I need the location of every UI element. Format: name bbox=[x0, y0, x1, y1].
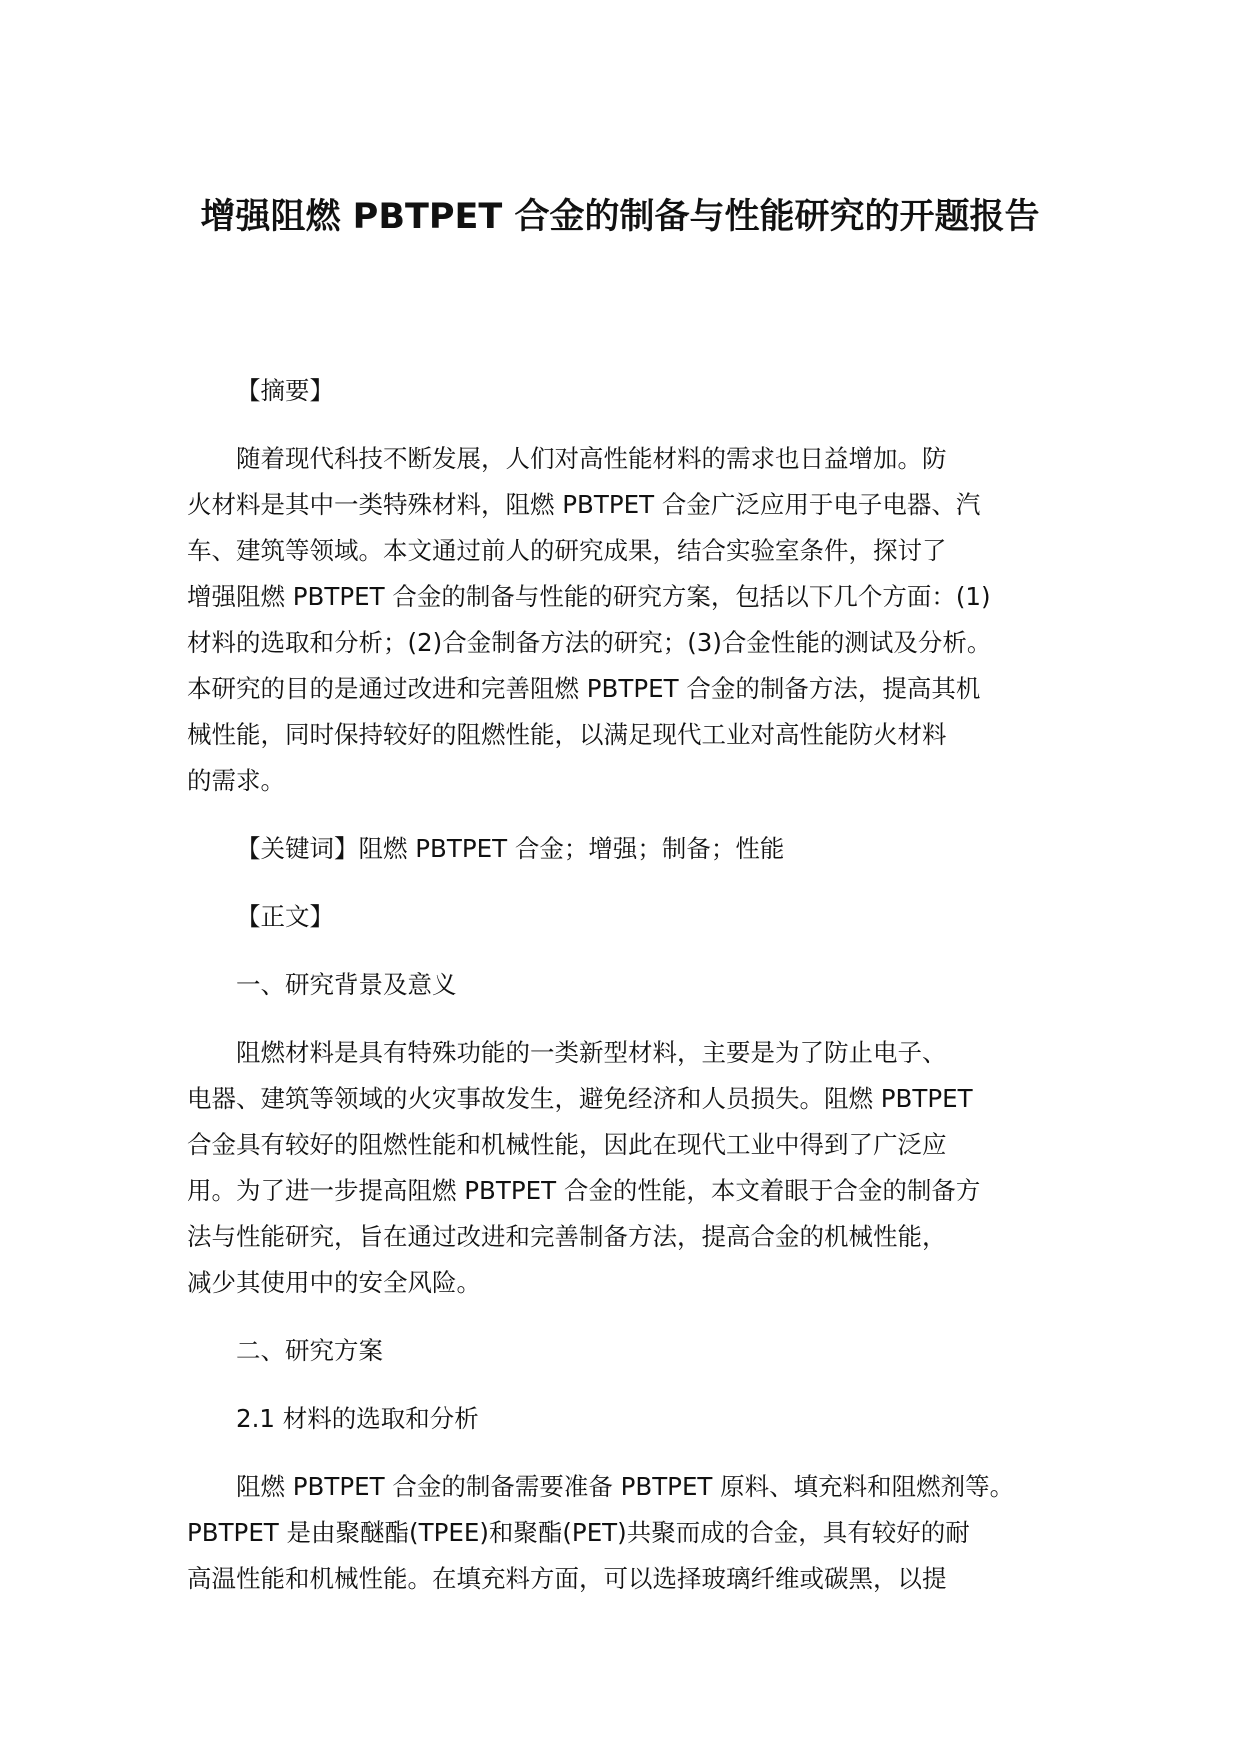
section-heading-plan: 二、研究方案 bbox=[236, 1336, 383, 1365]
background-paragraph: 阻燃材料是具有特殊功能的一类新型材料，主要是为了防止电子、 电器、建筑等领域的火灾事故发生，避免经济和人员损失。阻燃 PBTPET 合金具有较好的阻燃性能和机械性能，因此在现代工业中得到了广泛应 用。为了进一步提高阻燃 PBTPET 合金的性能，本文着眼于合金的制备方 法与性能研究，旨在通过改进和完善制备方法，提高合金的机械性能， 减少其使用中的安全风险。 bbox=[187, 1038, 981, 1297]
subsection-heading-materials: 2.1 材料的选取和分析 bbox=[236, 1404, 479, 1433]
document-title: 增强阻燃 PBTPET 合金的制备与性能研究的开题报告 bbox=[200, 197, 1040, 237]
document-body bbox=[187, 368, 1067, 1624]
abstract-heading: 【摘要】 bbox=[236, 376, 334, 405]
keywords-line: 【关键词】阻燃 PBTPET 合金；增强；制备；性能 bbox=[236, 834, 785, 863]
materials-paragraph: 阻燃 PBTPET 合金的制备需要准备 PBTPET 原料、填充料和阻燃剂等。 PBTPET 是由聚醚酯(TPEE)和聚酯(PET)共聚而成的合金，具有较好的耐 高温性能和机械性能。在填充料方面，可以选择玻璃纤维或碳黑，以提 bbox=[187, 1472, 1015, 1593]
abstract-paragraph: 随着现代科技不断发展，人们对高性能材料的需求也日益增加。防 火材料是其中一类特殊材料，阻燃 PBTPET 合金广泛应用于电子电器、汽 车、建筑等领域。本文通过前人的研究成果，结合实验室条件，探讨了 增强阻燃 PBTPET 合金的制备与性能的研究方案，包括以下几个方面：(1) 材料的选取和分析；(2)合金制备方法的研究；(3)合金性能的测试及分析。 本研究的目的是通过改进和完善阻燃 PBTPET 合金的制备方法，提高其机 械性能，同时保持较好的阻燃性能，以满足现代工业对高性能防火材料 的需求。 bbox=[187, 444, 992, 795]
section-heading-background: 一、研究背景及意义 bbox=[236, 970, 457, 999]
main-text-heading: 【正文】 bbox=[236, 902, 334, 931]
